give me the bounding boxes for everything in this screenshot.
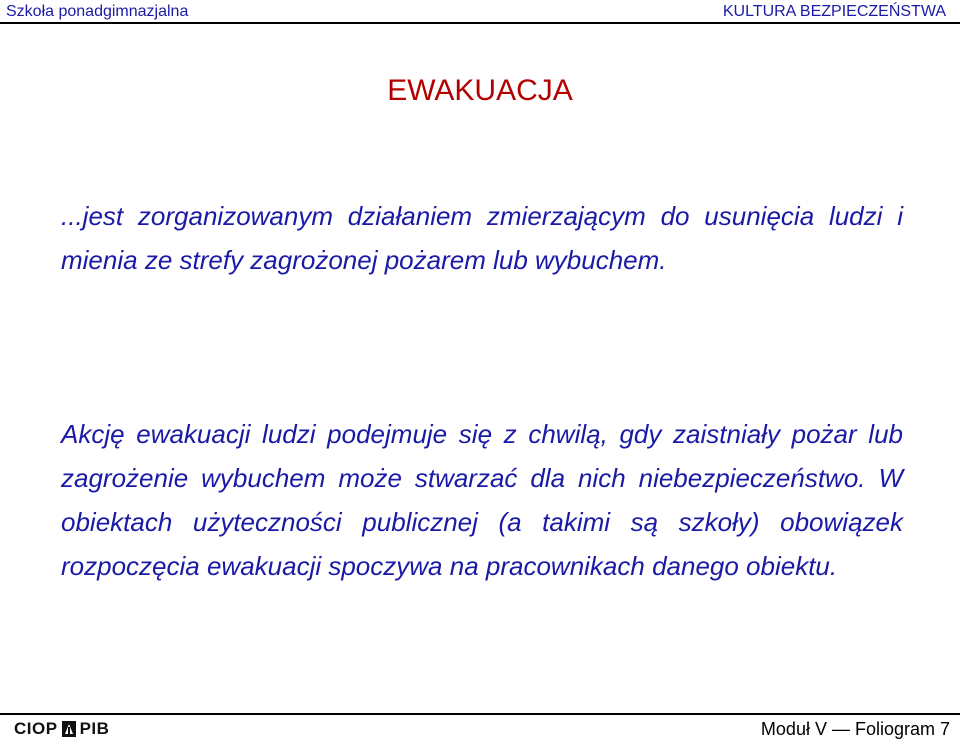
school-label: Szkoła ponadgimnazjalna [6,3,189,20]
slide-number-label: Moduł V — Foliogram 7 [760,719,950,739]
footer-divider [0,713,960,715]
ciop-pib-logo [14,719,109,739]
logo-text-ciop: CIOP [14,719,58,738]
definition-paragraph: ...jest zorganizowanym działaniem zmierzającym do usunięcia ludzi i mienia ze strefy zagrożonej pożarem lub wybuchem. [61,201,903,275]
responsibility-paragraph: Akcję ewakuacji ludzi podejmuje się z chwilą, gdy zaistniały pożar lub zagrożenie wybuchem może stwarzać dla nich niebezpieczeństwo. W obiektach użyteczności publicznej (a takimi są szkoły) obowiązek rozpoczęcia ewakuacji spoczywa na pracownikach danego obiektu. [61,419,903,581]
page-title: EWAKUACJA [387,74,573,107]
header-divider [0,22,960,24]
logo-text-pib: PIB [79,719,110,738]
course-label: KULTURA BEZPIECZEŃSTWA [722,3,946,20]
page-header [0,0,960,24]
logo-emblem-icon [62,721,76,737]
